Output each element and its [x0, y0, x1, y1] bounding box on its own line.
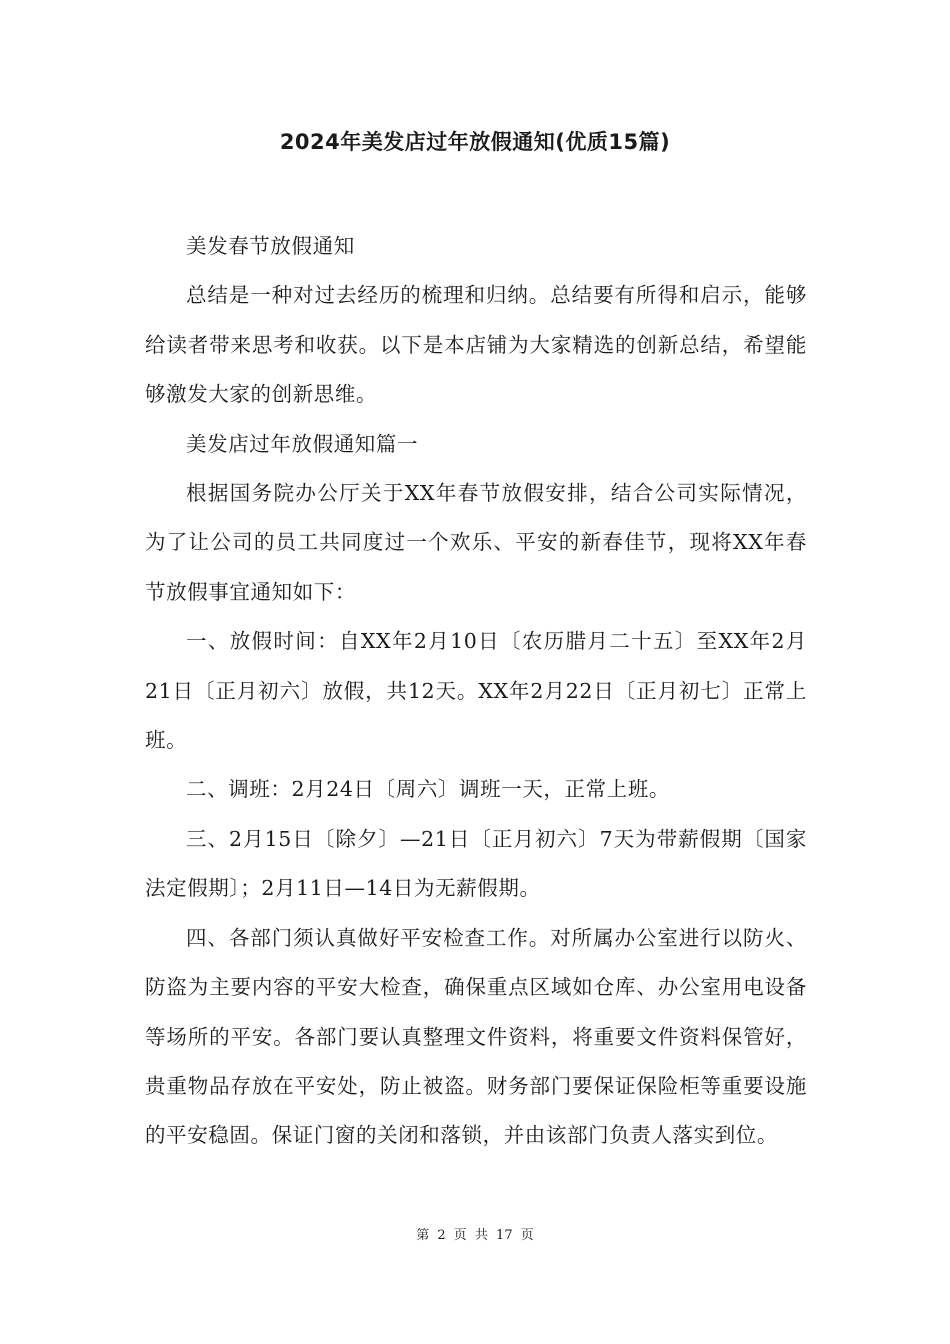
paragraph: 一、放假时间：自XX年2月10日〔农历腊月二十五〕至XX年2月21日〔正月初六〕放假，共12天。XX年2月22日〔正月初七〕正常上班。 — [145, 629, 807, 753]
page-number-footer: 第 2 页 共 17 页 — [416, 1228, 534, 1243]
document-body — [145, 222, 807, 1161]
document-title: 2024年美发店过年放假通知(优质15篇) — [279, 130, 671, 154]
paragraph: 三、2月15日〔除夕〕—21日〔正月初六〕7天为带薪假期〔国家法定假期〕；2月11日—14日为无薪假期。 — [145, 826, 807, 901]
section-heading: 美发春节放假通知 — [186, 234, 355, 258]
paragraph: 总结是一种对过去经历的梳理和归纳。总结要有所得和启示，能够给读者带来思考和收获。以下是本店铺为大家精选的创新总结，希望能够激发大家的创新思维。 — [145, 283, 807, 407]
section-heading: 美发店过年放假通知篇一 — [186, 431, 419, 456]
paragraph: 二、调班：2月24日〔周六〕调班一天，正常上班。 — [186, 777, 671, 802]
paragraph: 四、各部门须认真做好平安检查工作。对所属办公室进行以防火、防盗为主要内容的平安大检查，确保重点区域如仓库、办公室用电设备等场所的平安。各部门要认真整理文件资料，将重要文件资料保管好，贵重物品存放在平安处，防止被盗。财务部门要保证保险柜等重要设施的平安稳固。保证门窗的关闭和落锁，并由该部门负责人落实到位。 — [145, 925, 807, 1148]
paragraph: 根据国务院办公厅关于XX年春节放假安排，结合公司实际情况，为了让公司的员工共同度过一个欢乐、平安的新春佳节，现将XX年春节放假事宜通知如下： — [145, 481, 807, 604]
